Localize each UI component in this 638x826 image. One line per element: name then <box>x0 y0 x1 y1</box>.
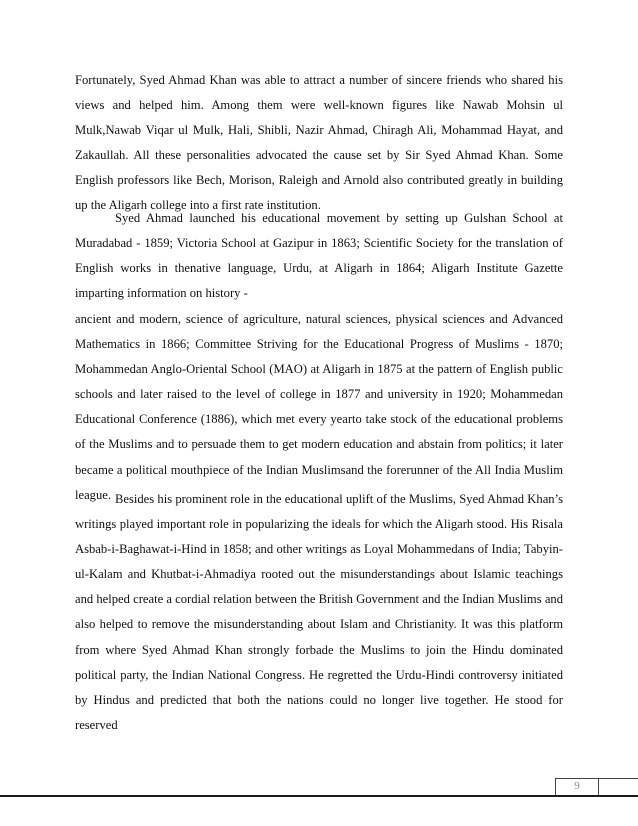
page-number-box <box>555 778 599 796</box>
footer-bottom-rule <box>0 795 638 797</box>
paragraph-4: Besides his prominent role in the educational uplift of the Muslims, Syed Ahmad Khan’s writings played important role in popularizing the ideals for which the Aligarh stood. His Risala Asbab-i-Baghawat-i-Hind in 1858; and other writings as Loyal Mohammedans of India; Tabyin-ul-Kalam and Khutbat-i-Ahmadiya rooted out the misunderstandings about Islamic teachings and helped create a cordial relation between the British Government and the Indian Muslims and also helped to remove the misunderstanding about Islam and Christianity. It was this platform from where Syed Ahmad Khan strongly forbade the Muslims to join the Hindu dominated political party, the Indian National Congress. He regretted the Urdu-Hindi controversy initiated by Hindus and predicted that both the nations could no longer live together. He stood for reserved <box>75 492 563 732</box>
paragraph-2: Syed Ahmad launched his educational movement by setting up Gulshan School at Muradabad - 1859; Victoria School at Gazipur in 1863; Scientific Society for the translation of English works in thenative language, Urdu, at Aligarh in 1864; Aligarh Institute Gazette imparting information on history - <box>75 211 563 301</box>
paragraph-3: ancient and modern, science of agriculture, natural sciences, physical sciences and Advanced Mathematics in 1866; Committee Striving for the Educational Progress of Muslims - 1870; Mohammedan Anglo-Oriental School (MAO) at Aligarh in 1875 at the pattern of English public schools and later raised to the level of college in 1877 and university in 1920; Mohammedan Educational Conference (1886), which met every yearto take stock of the educational problems of the Muslims and to persuade them to get modern education and abstain from politics; it later became a political mouthpiece of the Indian Muslimsand the forerunner of the All India Muslim league. <box>75 312 563 502</box>
paragraph-1: Fortunately, Syed Ahmad Khan was able to attract a number of sincere friends who shared his views and helped him. Among them were well-known figures like Nawab Mohsin ul Mulk,Nawab Viqar ul Mulk, Hali, Shibli, Nazir Ahmad, Chiragh Ali, Mohammad Hayat, and Zakaullah. All these personalities advocated the cause set by Sir Syed Ahmad Khan. Some English professors like Bech, Morison, Raleigh and Arnold also contributed greatly in building up the Aligarh college into a first rate institution. <box>75 73 563 213</box>
page-number: 9 <box>574 780 580 792</box>
